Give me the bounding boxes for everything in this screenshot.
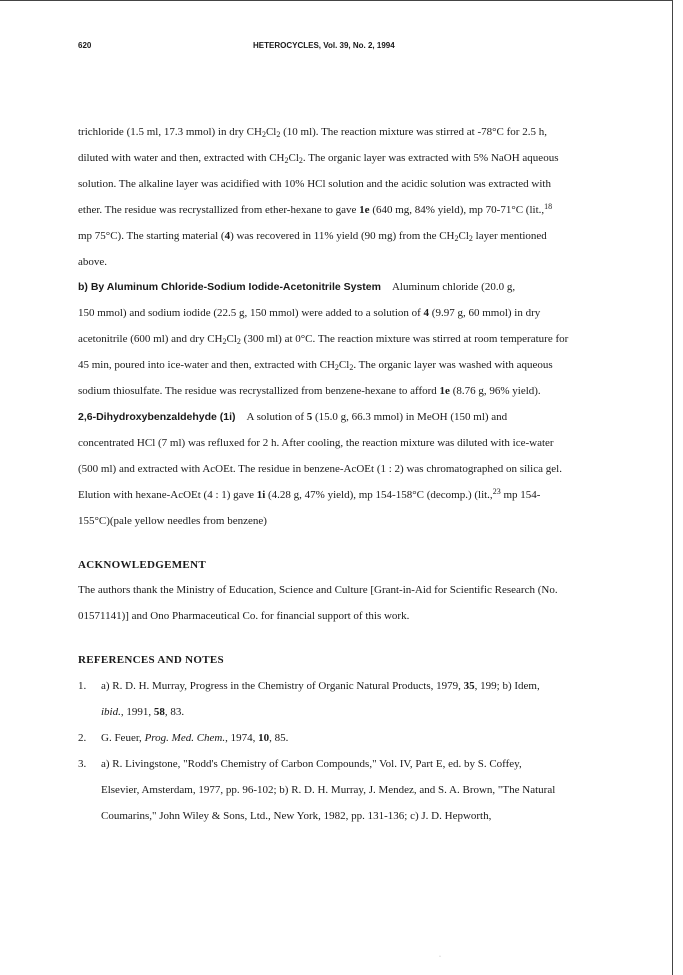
paragraph-compound-1i (78, 405, 648, 535)
references-section (78, 648, 648, 829)
reference-item: 3. a) R. Livingstone, "Rodd's Chemistry of Carbon Compounds," Vol. IV, Part E, ed. by S. Coffey, (78, 752, 648, 778)
reference-continuation: ibid., 1991, 58, 83. (101, 706, 185, 719)
paragraph-procedure-b (78, 275, 648, 405)
reference-number: 2. (78, 731, 87, 744)
reference-number: 3. (78, 757, 87, 770)
acknowledgement-section (78, 553, 648, 631)
text-line: 45 min, poured into ice-water and then, extracted with $CH_2Cl_2$. The organic layer was washed with aqueous (78, 359, 553, 373)
section-gap (78, 630, 648, 648)
text-line: concentrated HCl (7 ml) was refluxed for 2 h. After cooling, the reaction mixture was diluted with ice-water (78, 436, 554, 449)
text-line: above. (78, 255, 108, 268)
page-body (78, 120, 648, 830)
text-line: 155°C)(pale yellow needles from benzene) (78, 514, 267, 527)
text-line: ether. The residue was recrystallized from ether-hexane to gave 1e (640 mg, 84% yield), mp 70-71°C (lit.,$^{18}$ (78, 201, 553, 216)
text-line: trichloride (1.5 ml, 17.3 mmol) in dry $CH_2Cl_2$ (10 ml). The reaction mixture was stirred at -78°C for 2.5 h, (78, 126, 547, 139)
paragraph-procedure-a (78, 120, 648, 275)
page-right-border (672, 0, 673, 975)
page-top-border (0, 0, 672, 1)
page-number: 620 (78, 41, 92, 50)
reference-item: 2. G. Feuer, Prog. Med. Chem., 1974, 10, 85. (78, 726, 648, 752)
text-line: diluted with water and then, extracted with $CH_2Cl_2$. The organic layer was extracted with 5% NaOH aqueous (78, 151, 559, 165)
reference-item: 1. a) R. D. H. Murray, Progress in the Chemistry of Organic Natural Products, 1979, 35, 199; b) Idem, (78, 674, 648, 700)
reference-number: 1. (78, 680, 87, 693)
reference-continuation: Elsevier, Amsterdam, 1977, pp. 96-102; b) R. D. H. Murray, J. Mendez, and S. A. Brown, "The Natural (101, 783, 556, 796)
section-heading: REFERENCES AND NOTES (78, 654, 224, 667)
compound-heading: 2,6-Dihydroxybenzaldehyde (1i) (78, 410, 236, 423)
text-line: sodium thiosulfate. The residue was recrystallized from benzene-hexane to afford 1e (8.76 g, 96% yield). (78, 385, 541, 398)
text-line: mp 75°C). The starting material (4) was recovered in 11% yield (90 mg) from the $CH_2Cl_2$ layer mentioned (78, 229, 547, 243)
section-heading: ACKNOWLEDGEMENT (78, 558, 206, 571)
section-gap (78, 535, 648, 553)
text-line: The authors thank the Ministry of Education, Science and Culture [Grant-in-Aid for Scientific Research (No. (78, 584, 558, 597)
reference-continuation: Coumarins," John Wiley & Sons, Ltd., New York, 1982, pp. 131-136; c) J. D. Hepworth, (101, 809, 492, 822)
text-line: solution. The alkaline layer was acidified with 10% HCl solution and the acidic solution was extracted with (78, 177, 551, 190)
subsection-heading: b) By Aluminum Chloride-Sodium Iodide-Acetonitrile System (78, 281, 381, 294)
scan-speck: · (439, 954, 441, 960)
text-line: (500 ml) and extracted with AcOEt. The residue in benzene-AcOEt (1 : 2) was chromatographed on silica gel. (78, 462, 562, 475)
running-header (78, 41, 638, 55)
text-line: 01571141)] and Ono Pharmaceutical Co. for financial support of this work. (78, 610, 410, 623)
text-line: 2,6-Dihydroxybenzaldehyde (1i) A solution of 5 (15.0 g, 66.3 mmol) in MeOH (150 ml) and (78, 410, 508, 423)
text-line: Elution with hexane-AcOEt (4 : 1) gave 1i (4.28 g, 47% yield), mp 154-158°C (decomp.) (lit.,$^{23}$ mp 154- (78, 486, 541, 501)
text-line: 150 mmol) and sodium iodide (22.5 g, 150 mmol) were added to a solution of 4 (9.97 g, 60 mmol) in dry (78, 307, 541, 320)
text-line: acetonitrile (600 ml) and dry $CH_2Cl_2$ (300 ml) at 0°C. The reaction mixture was stirred at room temperature for (78, 333, 569, 347)
text-line: b) By Aluminum Chloride-Sodium Iodide-Acetonitrile System Aluminum chloride (20.0 g, (78, 281, 516, 294)
journal-citation: HETEROCYCLES, Vol. 39, No. 2, 1994 (253, 41, 395, 50)
